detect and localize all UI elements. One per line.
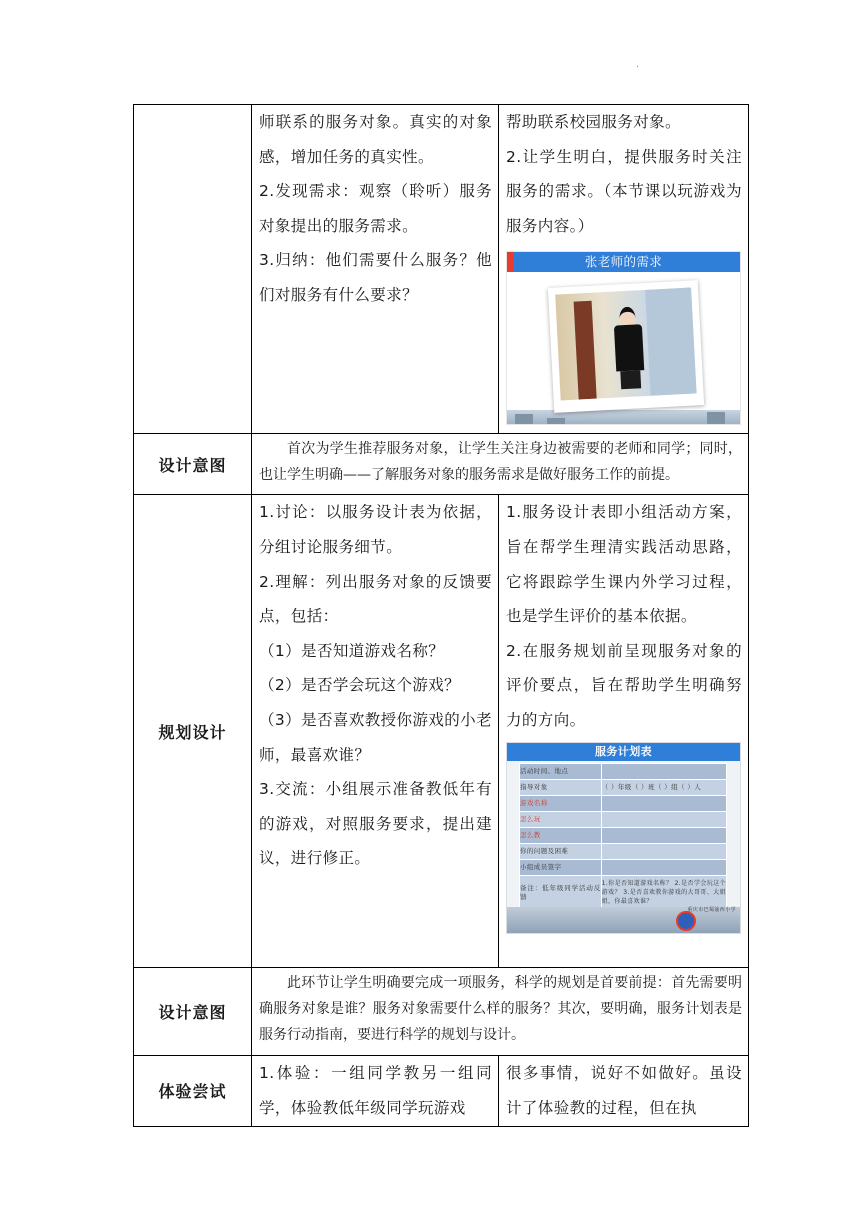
table-row xyxy=(134,434,749,495)
row-label: 设计意图 xyxy=(134,968,252,1056)
paragraph: 3.交流：小组展示准备教低年有的游戏，对照服务要求，提出建议，进行修正。 xyxy=(259,780,492,868)
design-intent-text: 首次为学生推荐服务对象，让学生关注身边被需要的老师和同学；同时，也让学生明确——了解服务对象的服务需求是做好服务工作的前提。 xyxy=(259,441,742,484)
row-label: 体验尝试 xyxy=(134,1056,252,1126)
form-row: 怎么玩 xyxy=(520,811,727,827)
form-row: 游戏名称 xyxy=(520,795,727,811)
row-label: 设计意图 xyxy=(134,434,252,495)
design-intent-cell xyxy=(252,968,749,1056)
empty-label-cell xyxy=(134,105,252,434)
intent-cell xyxy=(499,1056,749,1126)
form-row: 活动时间、地点 xyxy=(520,763,727,779)
lesson-plan-table xyxy=(133,104,749,1127)
table-row xyxy=(134,968,749,1056)
paragraph: （3）是否喜欢教授你游戏的小老师，最喜欢谁？ xyxy=(259,710,492,764)
school-name: 重庆市巴蜀渝西小学 xyxy=(687,906,736,913)
paragraph: 师联系的服务对象。真实的对象感，增加任务的真实性。 xyxy=(259,113,492,166)
paragraph: 3.归纳：他们需要什么服务？他们对服务有什么要求？ xyxy=(259,251,492,304)
intent-cell xyxy=(499,495,749,968)
slide-title: 服务计划表 xyxy=(595,744,652,758)
row-label: 规划设计 xyxy=(134,495,252,968)
person-figure xyxy=(610,306,648,390)
page-mark: · xyxy=(636,62,640,73)
activity-cell xyxy=(252,495,499,968)
paragraph: 帮助联系校园服务对象。 xyxy=(506,113,681,131)
slide-image-teacher-needs xyxy=(506,251,741,425)
paragraph: （2）是否学会玩这个游戏？ xyxy=(259,676,461,695)
table-row xyxy=(134,1056,749,1126)
slide-title: 张老师的需求 xyxy=(584,254,663,270)
form-row: 小组成员签字 xyxy=(520,859,727,875)
activity-cell xyxy=(252,105,499,434)
form-row: 备注：低年级同学活动反馈 1.你是否知道游戏名称？ 2.是否学会玩这个游戏？ 3.是否喜欢教你游戏的大哥哥、大姐姐，你最喜欢谁？ xyxy=(520,875,727,910)
paragraph: 2.发现需求：观察（聆听）服务对象提出的服务需求。 xyxy=(259,182,492,235)
design-intent-text: 此环节让学生明确要完成一项服务，科学的规划是首要前提：首先需要明确服务对象是谁？服务对象需要什么样的服务？其次，要明确，服务计划表是服务行动指南，要进行科学的规划与设计。 xyxy=(259,975,742,1044)
table-row xyxy=(134,495,749,968)
intent-cell xyxy=(499,105,749,434)
paragraph: 1.讨论：以服务设计表为依据，分组讨论服务细节。 xyxy=(259,503,492,556)
form-row: 指导对象 （ ）年级（ ）班（ ）组（ ）人 xyxy=(520,779,727,795)
service-plan-form xyxy=(519,763,727,911)
activity-cell xyxy=(252,1056,499,1126)
building-strip xyxy=(507,410,740,424)
design-intent-cell xyxy=(252,434,749,495)
paragraph: （1）是否知道游戏名称？ xyxy=(259,641,445,660)
form-row: 怎么教 xyxy=(520,827,727,843)
paragraph: 1.服务设计表即小组活动方案，旨在帮学生理清实践活动思路，它将跟踪学生课内外学习过程，也是学生评价的基本依据。 xyxy=(506,503,742,626)
form-row: 你的问题及困难 xyxy=(520,843,727,859)
paragraph: 2.让学生明白，提供服务时关注服务的需求。（本节课以玩游戏为服务内容。） xyxy=(506,147,742,235)
paragraph: 很多事情，说好不如做好。虽设计了体验教的过程，但在执 xyxy=(506,1064,742,1117)
paragraph: 2.在服务规划前呈现服务对象的评价要点，旨在帮助学生明确努力的方向。 xyxy=(506,641,742,729)
slide-image-service-plan xyxy=(506,742,741,934)
paragraph: 1.体验：一组同学教另一组同学，体验教低年级同学玩游戏 xyxy=(259,1064,492,1117)
teacher-photo xyxy=(548,281,704,414)
table-row xyxy=(134,105,749,434)
paragraph: 2.理解：列出服务对象的反馈要点，包括： xyxy=(259,572,492,626)
